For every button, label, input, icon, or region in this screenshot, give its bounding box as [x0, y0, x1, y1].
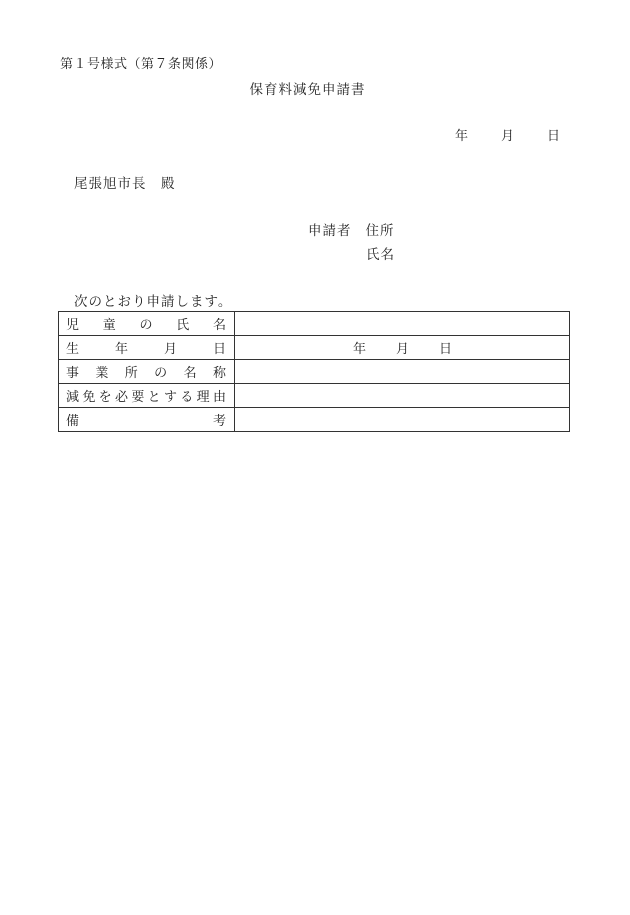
form-number: 第１号様式（第７条関係） — [60, 57, 223, 72]
submission-date-line — [455, 125, 560, 144]
table-row — [59, 336, 570, 360]
label-char: 年 — [114, 342, 128, 357]
document-title: 保育料減免申請書 — [249, 82, 366, 98]
label-char: の — [139, 318, 153, 333]
label-char: 減 — [66, 390, 80, 405]
label-char: 児 — [66, 318, 80, 333]
label-char: を — [98, 390, 112, 405]
birthdate-field[interactable] — [235, 336, 570, 360]
child-name-field[interactable] — [235, 312, 570, 336]
label-char: 月 — [163, 342, 177, 357]
birth-day-label: 日 — [439, 342, 453, 357]
label-char: の — [154, 366, 168, 381]
applicant-name-label: 氏名 — [366, 247, 395, 263]
label-char: 要 — [131, 390, 145, 405]
label-char: 考 — [212, 414, 226, 429]
birthdate-label — [59, 336, 235, 360]
label-char: 日 — [212, 342, 226, 357]
facility-name-field[interactable] — [235, 360, 570, 384]
application-table — [58, 311, 570, 432]
lead-text: 次のとおり申請します。 — [74, 294, 233, 310]
date-year-label: 年 — [455, 129, 469, 144]
birth-month-label: 月 — [396, 342, 410, 357]
label-char: 名 — [212, 318, 226, 333]
label-char: と — [147, 390, 161, 405]
label-char: 由 — [212, 390, 226, 405]
child-name-label — [59, 312, 235, 336]
table-row — [59, 312, 570, 336]
address-label: 住所 — [365, 223, 395, 239]
label-char: 生 — [66, 342, 80, 357]
addressee: 尾張旭市長 殿 — [74, 176, 176, 192]
label-char: 事 — [66, 366, 80, 381]
reduction-reason-field[interactable] — [235, 384, 570, 408]
remarks-label — [59, 408, 235, 432]
label-char: る — [180, 390, 194, 405]
table-row — [59, 408, 570, 432]
label-char: 童 — [102, 318, 116, 333]
label-char: 免 — [82, 390, 96, 405]
label-char: 氏 — [176, 318, 190, 333]
label-char: 理 — [196, 390, 210, 405]
applicant-label: 申請者 — [308, 223, 352, 239]
label-char: 必 — [114, 390, 128, 405]
table-row — [59, 384, 570, 408]
label-char: 業 — [95, 366, 109, 381]
birth-year-label: 年 — [353, 342, 367, 357]
facility-name-label — [59, 360, 235, 384]
date-day-label: 日 — [547, 129, 561, 144]
label-char: 称 — [212, 366, 226, 381]
remarks-field[interactable] — [235, 408, 570, 432]
label-char: 名 — [183, 366, 197, 381]
date-month-label: 月 — [501, 129, 515, 144]
reduction-reason-label — [59, 384, 235, 408]
applicant-address-line — [308, 219, 395, 239]
label-char: 備 — [66, 414, 80, 429]
label-char: す — [163, 390, 177, 405]
label-char: 所 — [124, 366, 138, 381]
table-row — [59, 360, 570, 384]
